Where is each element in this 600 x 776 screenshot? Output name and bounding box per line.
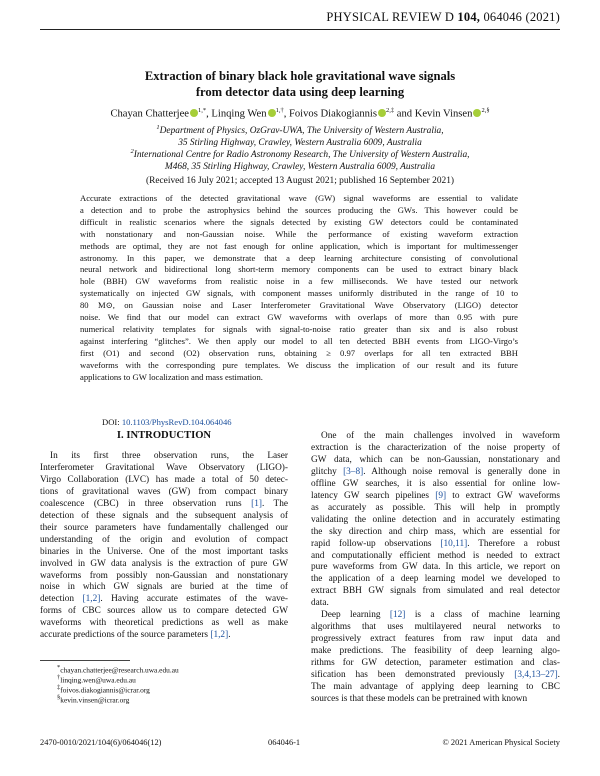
text-line: neural network and bidirectional long short-term memory components can be used to extract binary black [80,264,518,275]
text-line: waveforms from possibly non-Gaussian and nonstationary [40,570,288,581]
text-line: latency GW search pipelines [9] to extract GW waveforms [311,490,560,501]
text-line: noise in which GW signals are buried at the time of [40,582,288,593]
text-line: waveforms with the corresponding pure templates. We discuss the implication of our result and its future [80,359,518,370]
text-line: methods are optimal, they are not fast enough for online application, which is important for multimessenger [80,240,518,251]
text-line: involved in GW data analysis is the extraction of pure GW [40,558,288,569]
author-name: Foivos Diakogiannis [288,108,377,120]
text-line: data. [311,598,329,609]
affiliation-2: $^2$International Centre for Radio Astronomy Research, The University of Western Australia, M468, 35 Stirling Highway, Crawley, Western Australia 6009, Australia [130,148,470,173]
doi-label: DOI: [102,417,122,427]
text-line: GW data, which can be non-Gaussian, nonstationary and [311,454,560,465]
footer-copyright: © 2021 American Physical Society [442,738,560,747]
footnote: ‡foivos.diakogiannis@icrar.org [57,684,150,695]
text-line: binaries in the Universe. One of the most important tasks [40,546,288,557]
author-separator: and [394,108,415,120]
text-line: make predictions. The feasibility of deep learning algo- [311,646,560,657]
footnote-rule [40,660,130,661]
author-affil-mark: 1,† [275,107,284,114]
title-line-2: from detector data using deep learning [195,85,405,99]
text-line: sources is that these models can be pretrained with known [311,693,528,704]
journal-volume: 104, [457,10,481,24]
footnote-email[interactable]: chayan.chatterjee@research.uwa.edu.au [60,665,179,675]
author-list [40,107,560,120]
affiliation-1: $^1$Department of Physics, OzGrav-UWA, The University of Western Australia, 35 Stirling Highway, Crawley, Western Australia 6009, Australia [156,124,444,149]
section-heading: I. INTRODUCTION [116,430,212,441]
text-line: Accurate extractions of the detected gravitational wave (GW) signal waveforms are essential to validate [80,193,518,203]
footer-issn: 2470-0010/2021/104(6)/064046(12) [40,738,162,747]
text-line: noise. We find that our model can extract GW waveforms with overlaps of more than 0.95 with pure [80,312,518,323]
text-line: In its first three observation runs, the Laser [50,451,288,461]
footnote: *chayan.chatterjee@research.uwa.edu.au [57,664,179,675]
text-line: detection of these signals and the subsequent analysis of [40,510,288,521]
text-line: Virgo Collaboration (LVC) has made a total of 50 detec- [40,474,288,485]
text-line: extract BBH GW signals from simulated and real detector [311,586,560,597]
text-line: Deep learning [12] is a class of machine learning [321,610,560,621]
text-line: sification has been demonstrated previously [3,4,13–27]. [311,670,560,681]
journal-name: PHYSICAL REVIEW D [326,10,455,24]
footnote-email[interactable]: linqing.wen@uwa.edu.au [60,675,136,685]
text-line: tions of gravitational waves (GW) from compact binary [40,486,288,497]
footnote: †linqing.wen@uwa.edu.au [57,674,136,685]
text-line: One of the main challenges involved in waveform [321,431,560,441]
text-line: and computationally efficient method is needed to extract [311,550,560,561]
abstract [80,193,518,384]
footnote-email[interactable]: foivos.diakogiannis@icrar.org [60,685,150,695]
text-line: Interferometer Gravitational Wave Observatory (LIGO)- [40,462,288,473]
text-line: algorithms that uses multilayered neural networks to [311,622,560,633]
text-line: forms of CBC sources allow us to compare detected GW [40,606,288,617]
text-line: The main advantage of applying deep learning to CBC [311,682,560,693]
received-dates: (Received 16 July 2021; accepted 13 August 2021; published 16 September 2021) [145,176,454,186]
text-line: glitchy [3–8]. Although noise removal is generally done in [311,466,560,477]
text-line: numerical relativity templates for signals with signal-to-noise ratio greater than six and is also robust [80,323,518,334]
footnote: §kevin.vinsen@icrar.org [57,694,130,705]
text-line: coalescence (CBC) in three observation runs [1]. The [40,498,288,509]
text-line: pure waveforms from GW data. In this article, we report on [311,562,560,573]
doi-line [102,417,232,427]
orcid-icon[interactable] [190,109,198,117]
author-name: Chayan Chatterjee [110,108,189,120]
author-affil-mark: 2,‡ [385,107,395,114]
paper-title [60,68,540,100]
orcid-icon[interactable] [378,109,386,117]
text-line: systematically on injected GW signals, with component masses uniformly distributed in the range of 10 to [80,288,518,299]
text-line: against interfering “glitches”. We then apply our model to all ten detected BBH events from LIGO-Virgo’s [80,335,518,346]
text-line: rithms for GW detection, parameter estimation and clas- [311,658,560,669]
author-affil-mark: 2,§ [481,107,490,114]
left-column-text [40,451,288,642]
text-line: their source parameters have fundamentally challenged our [40,522,288,533]
text-line: the sky direction and chirp mass, which are essential for [311,526,560,537]
text-line: progressively extract features from raw input data and [311,634,560,645]
orcid-icon[interactable] [268,109,276,117]
text-line: difficult in realistic scenarios where the signals detected by existing GW detectors could be contaminated [80,216,518,227]
article-id: 064046 (2021) [483,10,560,24]
text-line: hole (BBH) GW waveforms from realistic noise in a few milliseconds. We have tested our network [80,276,518,287]
title-line-1: Extraction of binary black hole gravitational wave signals [144,69,456,83]
footnote-email[interactable]: kevin.vinsen@icrar.org [60,695,130,705]
text-line: offline GW searches, it is also essential for online low- [311,478,560,489]
text-line: waveforms with theoretical predictions as well as make [40,618,288,629]
footer-page-number: 064046-1 [268,738,301,747]
author-name: Linqing Wen [211,108,267,120]
author-affil-mark: 1,* [197,107,207,114]
text-line: as accurately as possible. This will help in promptly [311,502,560,513]
text-line: a detection and to probe the astrophysics behind the sources producing the GWs. This however could be [80,204,518,215]
running-header [40,10,560,25]
text-line: with nonstationary and non-Gaussian noise. While the performance of existing waveform extraction [80,228,518,239]
doi-link[interactable]: 10.1103/PhysRevD.104.064046 [121,417,232,427]
text-line: accurate predictions of the source parameters [1,2]. [40,630,231,641]
text-line: extraction is the characterization of the noise property of [311,442,560,453]
text-line: first (O1) and second (O2) observation runs, obtaining ≥ 0.97 overlaps for all ten extracted BBH [80,347,518,358]
text-line: validating the online detection and in accurately estimating [311,514,560,525]
author-separator: , [206,108,212,120]
author-name: Kevin Vinsen [414,108,473,120]
text-line: astronomy. In this paper, we demonstrate that a deep learning architecture consisting of convolutional [80,252,518,263]
text-line: the application of a deep learning model we developed to [311,574,560,585]
right-column-text [311,431,560,706]
text-line: understanding of the origin and evolution of compact [40,534,288,545]
text-line: applications to GW localization and mass estimation. [80,371,263,382]
header-rule [40,29,560,30]
author-separator: , [283,108,289,120]
text-line: rapid follow-up observations [10,11]. Therefore a robust [311,538,561,549]
text-line: detection [1,2]. Having accurate estimates of the wave- [40,594,288,605]
text-line: 80 M⊙, on Gaussian noise and Laser Interferometer Gravitational Wave Observatory (LIGO) detector [80,300,518,311]
